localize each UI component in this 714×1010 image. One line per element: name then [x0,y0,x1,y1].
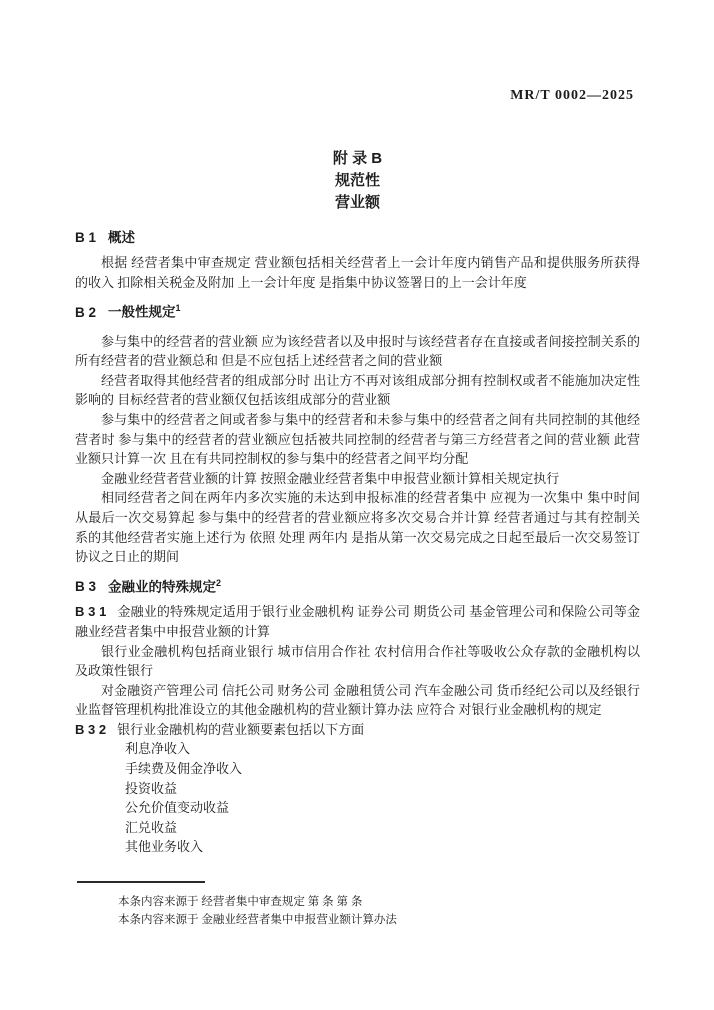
paragraph-b3-1: 银行业金融机构包括商业银行 城市信用合作社 农村信用合作社等吸收公众存款的金融机构以及政策性银行 [75,643,640,679]
paragraph-b2-4: 金融业经营者营业额的计算 按照金融业经营者集中申报营业额计算相关规定执行 [101,470,560,486]
revenue-item: 手续费及佣金净收入 [125,761,243,777]
section-b1-number: B 1 [75,230,97,245]
section-b2-heading [75,298,640,323]
revenue-item: 公允价值变动收益 [125,800,230,816]
clause-b32-text: 银行业金融机构的营业额要素包括以下方面 [117,721,365,737]
revenue-item: 其他业务收入 [125,839,204,855]
revenue-item: 汇兑收益 [125,819,178,835]
section-b2-title: 一般性规定 [108,304,176,320]
clause-b31-text: 金融业的特殊规定适用于银行业金融机构 证券公司 期货公司 基金管理公司和保险公司等金融业经营者集中申报营业额的计算 [75,604,640,639]
appendix-subject: 营业额 [334,194,380,211]
standard-code: MR/T 0002—2025 [510,88,634,103]
appendix-label: 附 录 B [332,150,383,167]
paragraph-b1-1: 根据 经营者集中审查规定 营业额包括相关经营者上一会计年度内销售产品和提供服务所获得的收入 扣除相关税金及附加 上一会计年度 是指集中协议签署日的上一会计年度 [75,255,640,290]
section-b2-number: B 2 [75,304,97,320]
footnote-ref-1: 1 [175,303,181,314]
footnote-1: 本条内容来源于 经营者集中审查规定 第 条 第 条 [118,896,363,909]
paragraph-b2-5: 相同经营者之间在两年内多次实施的未达到申报标准的经营者集中 应视为一次集中 集中时间从最后一次交易算起 参与集中的经营者的营业额应将多次交易合并计算 经营者通过与其有控制关系的其他经营者实施上述行为 依照 处理 两年内 是指从第一次交易完成之日起至最后一次交易签订协议之日止的期间 [75,490,640,565]
revenue-item: 利息净收入 [125,741,191,757]
appendix-type: 规范性 [334,172,380,189]
clause-b31 [75,602,640,641]
footnote-separator [77,881,205,883]
paragraph-b2-2: 经营者取得其他经营者的组成部分时 出让方不再对该组成部分拥有控制权或者不能施加决定性影响的 目标经营者的营业额仅包括该组成部分的营业额 [75,372,640,408]
clause-b32 [75,720,640,740]
revenue-elements-list [75,739,640,857]
section-b3-heading [75,573,640,598]
paragraph-b2-1: 参与集中的经营者的营业额 应为该经营者以及申报时与该经营者存在直接或者间接控制关系的所有经营者的营业额总和 但是不应包括上述经营者之间的营业额 [75,333,640,369]
footnote-block [75,881,640,929]
section-b3-number: B 3 [75,579,97,595]
section-b3-title: 金融业的特殊规定 [108,579,217,595]
appendix-title-block [75,148,640,214]
clause-b32-number: B 3 2 [75,721,107,737]
footnote-ref-2: 2 [216,577,222,588]
paragraph-b3-2: 对金融资产管理公司 信托公司 财务公司 金融租赁公司 汽车金融公司 货币经纪公司以及经银行业监督管理机构批准设立的其他金融机构的营业额计算办法 应符合 对银行业金融机构的规定 [75,682,640,718]
clause-b31-number: B 3 1 [75,604,107,620]
section-b1-title: 概述 [108,230,136,245]
footnote-2: 本条内容来源于 金融业经营者集中申报营业额计算办法 [118,914,397,927]
paragraph-b2-3: 参与集中的经营者之间或者参与集中的经营者和未参与集中的经营者之间有共同控制的其他经营者时 参与集中的经营者的营业额应包括被共同控制的经营者与第三方经营者之间的营业额 此营业额只计算一次 且在有共同控制权的参与集中的经营者之间平均分配 [75,412,640,467]
revenue-item: 投资收益 [125,780,178,796]
section-b1-heading [75,228,640,248]
